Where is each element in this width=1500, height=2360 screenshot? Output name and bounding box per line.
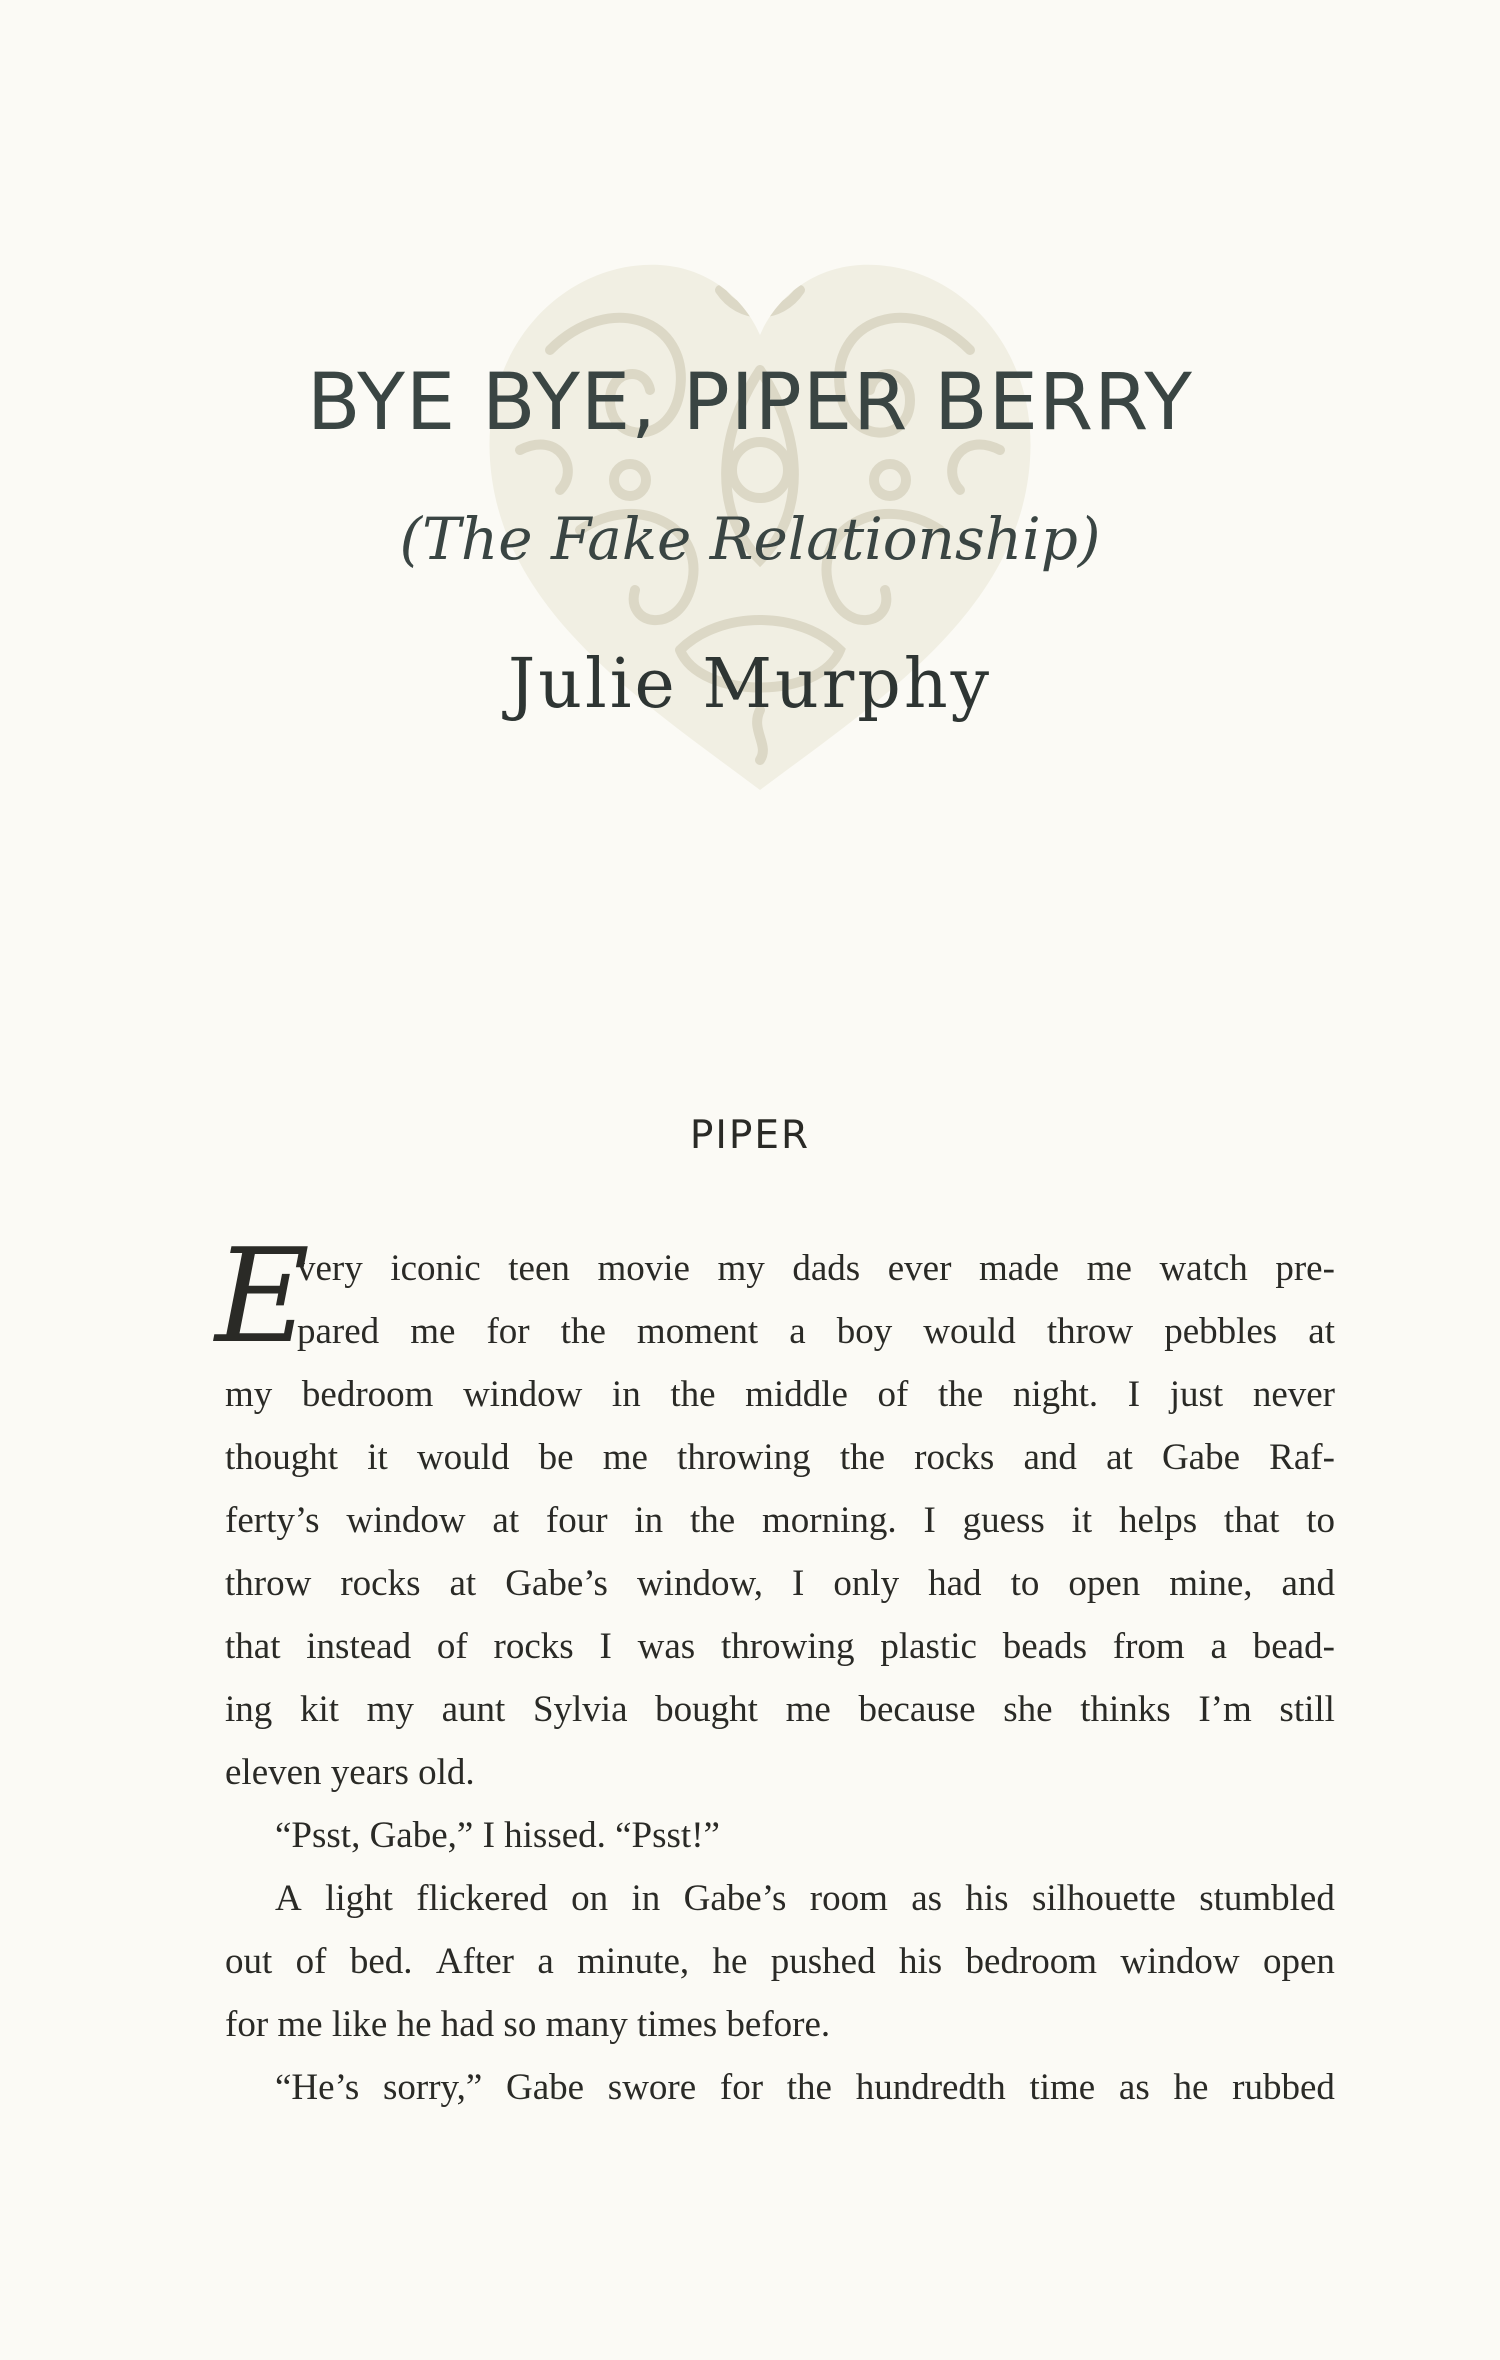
text-line: ferty’s window at four in the morning. I guess it helps that to — [225, 1500, 1335, 1541]
text-line: for me like he had so many times before. — [225, 2004, 831, 2045]
text-line: that instead of rocks I was throwing plastic beads from a bead- — [225, 1626, 1335, 1667]
author-name: Julie Murphy — [507, 645, 993, 724]
text-line: throw rocks at Gabe’s window, I only had to open mine, and — [225, 1563, 1335, 1604]
text-line: ing kit my aunt Sylvia bought me because she thinks I’m still — [225, 1689, 1335, 1730]
text-line: thought it would be me throwing the rocks and at Gabe Raf- — [225, 1437, 1335, 1478]
text-line: eleven years old. — [225, 1752, 475, 1793]
book-subtitle: (The Fake Relationship) — [399, 505, 1101, 573]
text-line: “Psst, Gabe,” I hissed. “Psst!” — [275, 1815, 720, 1856]
book-title: BYE BYE, PIPER BERRY — [307, 358, 1193, 448]
text-line: “He’s sorry,” Gabe swore for the hundredth time as he rubbed — [275, 2067, 1335, 2108]
text-line: out of bed. After a minute, he pushed his bedroom window open — [225, 1941, 1335, 1982]
text-line: pared me for the moment a boy would throw pebbles at — [297, 1311, 1335, 1352]
text-line: my bedroom window in the middle of the night. I just never — [225, 1374, 1335, 1415]
text-line: very iconic teen movie my dads ever made me watch pre- — [297, 1248, 1335, 1289]
text-line: A light flickered on in Gabe’s room as his silhouette stumbled — [275, 1878, 1335, 1919]
chapter-heading: PIPER — [689, 1113, 811, 1158]
drop-cap: E — [215, 1220, 310, 1372]
body-text — [215, 1220, 1335, 2119]
